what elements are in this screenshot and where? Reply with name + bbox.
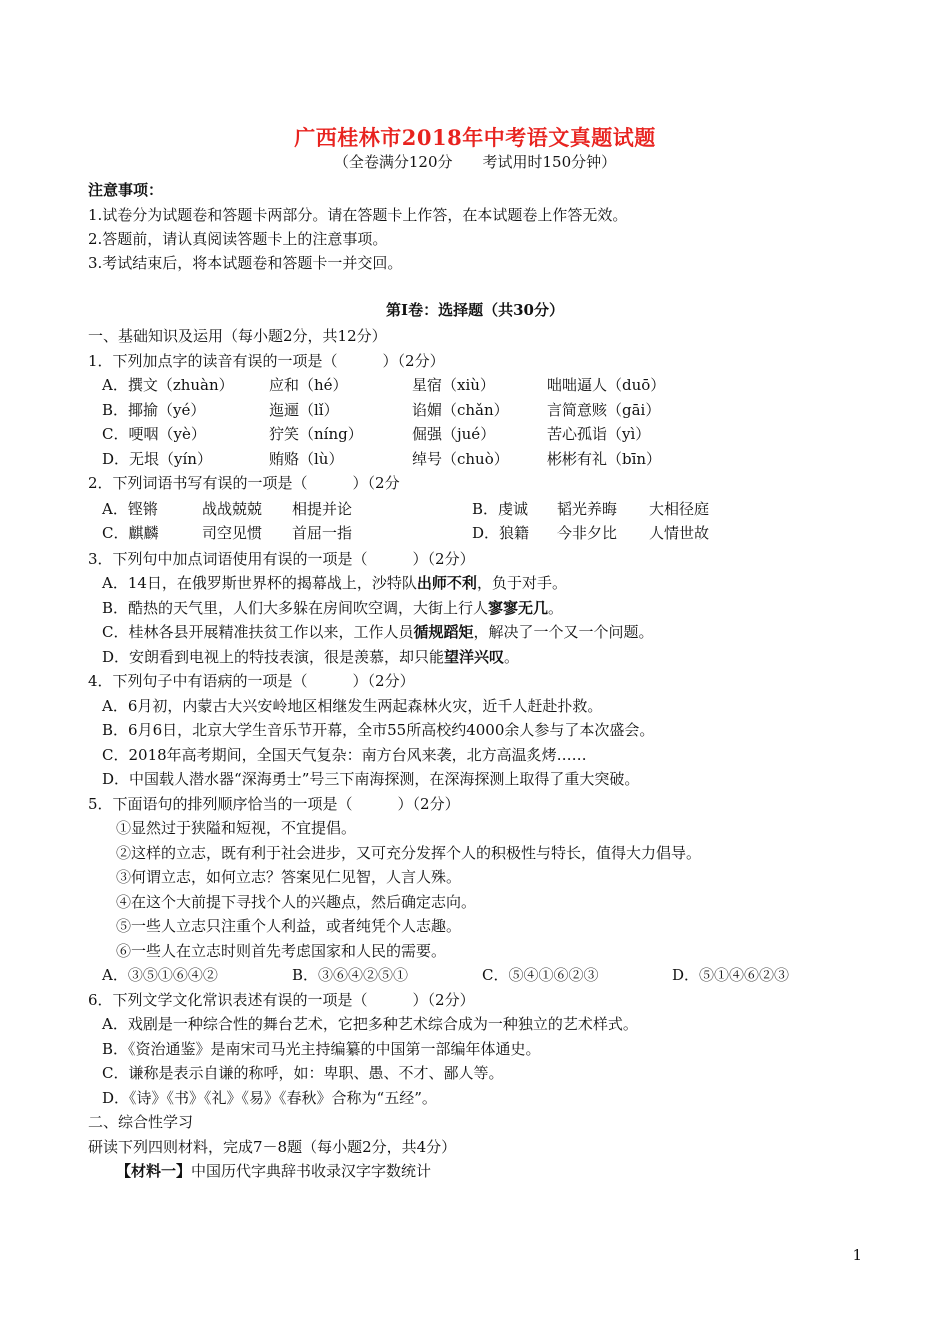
option-line: B．《资治通鉴》是南宋司马光主持编纂的中国第一部编年体通史。 [102,1039,541,1058]
option-item: 司空见惯 [202,524,263,542]
option-item: 战战兢兢 [202,499,263,518]
option-line: B．6月6日，北京大学生音乐节开幕，全市55所高校约4000余人参与了本次盛会。 [102,721,655,739]
option-text: ，解决了一个又一个问题。 [473,623,654,641]
option-item: C．麒麟 [102,524,159,542]
option-row [88,963,888,988]
option-row [88,373,888,398]
option-line: D．《诗》《书》《礼》《易》《春秋》合称为“五经”。 [102,1088,437,1107]
material-text: 中国历代字典辞书收录汉字字数统计 [191,1162,432,1180]
emphasized-term: 寥寥无几 [488,598,549,617]
option-item: 狞笑（níng） [269,425,363,443]
option-line: C．2018年高考期间，全国天气复杂：南方台风来袭，北方高温炙烤…… [102,745,587,764]
option-item: 倔强（jué） [412,425,496,443]
option-item: 迤逦（lǐ） [269,400,339,419]
question-stem: 6．下列文学文化常识表述有误的一项是（ ）（2分） [88,990,475,1009]
page-number: 1 [852,1246,862,1264]
page-subtitle: （全卷满分120分 考试用时150分钟） [333,153,617,171]
option-item: D．⑤①④⑥②③ [672,966,790,984]
option-line: C．谦称是表示自谦的称呼，如：卑职、愚、不才、鄙人等。 [102,1064,504,1082]
material-label: 【材料一】 [116,1162,192,1180]
option-line: A．戏剧是一种综合性的舞台艺术，它把多种艺术综合成为一种独立的艺术样式。 [102,1015,638,1033]
option-item: 咄咄逼人（duō） [547,376,666,394]
notes-section [88,178,878,275]
option-row [88,398,888,423]
question-stem: 1．下列加点字的读音有误的一项是（ ）（2分） [88,351,445,370]
material-line [88,1159,888,1184]
option-item: 言简意赅（gāi） [547,400,661,419]
option-text: C．桂林各县开展精准扶贫工作以来，工作人员 [102,623,414,641]
option-item: 韬光养晦 [557,499,618,518]
option-item: B．揶揄（yé） [102,400,206,419]
notes-heading: 注意事项： [88,181,164,199]
sentence-line: ⑤一些人立志只注重个人利益，或者纯凭个人志趣。 [116,917,462,935]
question-stem: 3．下列句中加点词语使用有误的一项是（ ）（2分） [88,549,475,568]
emphasized-term: 望洋兴叹 [444,647,505,666]
emphasized-term: 循规蹈矩 [413,623,474,641]
option-item: D．狼籍 [472,524,530,542]
question-stem: 5．下面语句的排列顺序恰当的一项是（ ）（2分） [88,794,460,813]
notes-item: 1.试卷分为试题卷和答题卡两部分。请在答题卡上作答，在本试题卷上作答无效。 [88,206,628,224]
part-title: 二、综合性学习 [88,1113,194,1131]
option-line [88,596,888,621]
option-item: 谄媚（chǎn） [412,400,509,419]
sentence-line: ①显然过于狭隘和短视，不宜提倡。 [116,819,357,837]
option-line: A．6月初，内蒙古大兴安岭地区相继发生两起森林火灾，近千人赶赴扑救。 [102,696,603,715]
option-text: A．14日，在俄罗斯世界杯的揭幕战上，沙特队 [102,574,417,592]
question-stem: 4．下列句子中有语病的一项是（ ）（2分） [88,672,415,690]
emphasized-term: 出师不利 [416,574,477,592]
option-text: 。 [504,647,520,666]
question-stem: 2．下列词语书写有误的一项是（ ）（2分 [88,474,400,492]
option-row [88,422,888,447]
part-title: 一、基础知识及运用（每小题2分，共12分） [88,327,387,345]
option-item: 苦心孤诣（yì） [547,425,651,443]
option-item: 首屈一指 [292,524,353,542]
sentence-line: ③何谓立志，如何立志？答案见仁见智，人言人殊。 [116,868,462,886]
sentence-line: ④在这个大前提下寻找个人的兴趣点，然后确定志向。 [116,892,477,911]
option-line: D．中国载人潜水器“深海勇士”号三下南海探测，在深海探测上取得了重大突破。 [102,770,640,788]
option-item: A．撰文（zhuàn） [102,376,234,394]
section-title: 第Ⅰ卷：选择题（共30分） [386,301,564,319]
option-item: 贿赂（lù） [269,449,344,468]
option-item: 彬彬有礼（bīn） [547,449,662,468]
option-row [88,521,888,547]
page-title: 广西桂林市2018年中考语文真题试题 [294,125,656,150]
option-item: 人情世故 [649,524,710,542]
option-text: 。 [548,598,564,617]
option-line [88,620,888,645]
part-intro: 研读下列四则材料，完成7－8题（每小题2分，共4分） [88,1137,457,1156]
option-row [88,497,888,522]
option-item: 大相径庭 [649,499,710,518]
notes-item: 2.答题前，请认真阅读答题卡上的注意事项。 [88,230,388,248]
option-item: C．哽咽（yè） [102,425,206,443]
option-item: A．③⑤①⑥④② [102,966,218,984]
option-item: 星宿（xiù） [412,376,495,394]
option-item: 绰号（chuò） [412,449,509,468]
option-item: B．③⑥④②⑤① [292,966,409,984]
notes-item: 3.考试结束后，将本试题卷和答题卡一并交回。 [88,254,403,272]
questions-body [88,324,888,1184]
option-line [88,571,888,596]
option-text: ，负于对手。 [476,574,567,592]
sentence-line: ②这样的立志，既有利于社会进步，又可充分发挥个人的积极性与特长，值得大力倡导。 [116,843,702,862]
option-row [88,447,888,472]
option-text: D．安朗看到电视上的特技表演，很是羡慕，却只能 [102,647,445,666]
option-item: C．⑤④①⑥②③ [482,966,599,984]
option-item: A．铿锵 [102,499,158,518]
option-item: B．虔诚 [472,499,529,518]
option-item: D．无垠（yín） [102,449,212,468]
option-item: 相提并论 [292,499,353,518]
option-item: 应和（hé） [269,376,348,394]
option-line [88,645,888,670]
option-item: 今非夕比 [557,524,618,542]
sentence-line: ⑥一些人在立志时则首先考虑国家和人民的需要。 [116,941,447,960]
option-text: B．酷热的天气里，人们大多躲在房间吹空调，大街上行人 [102,598,489,617]
